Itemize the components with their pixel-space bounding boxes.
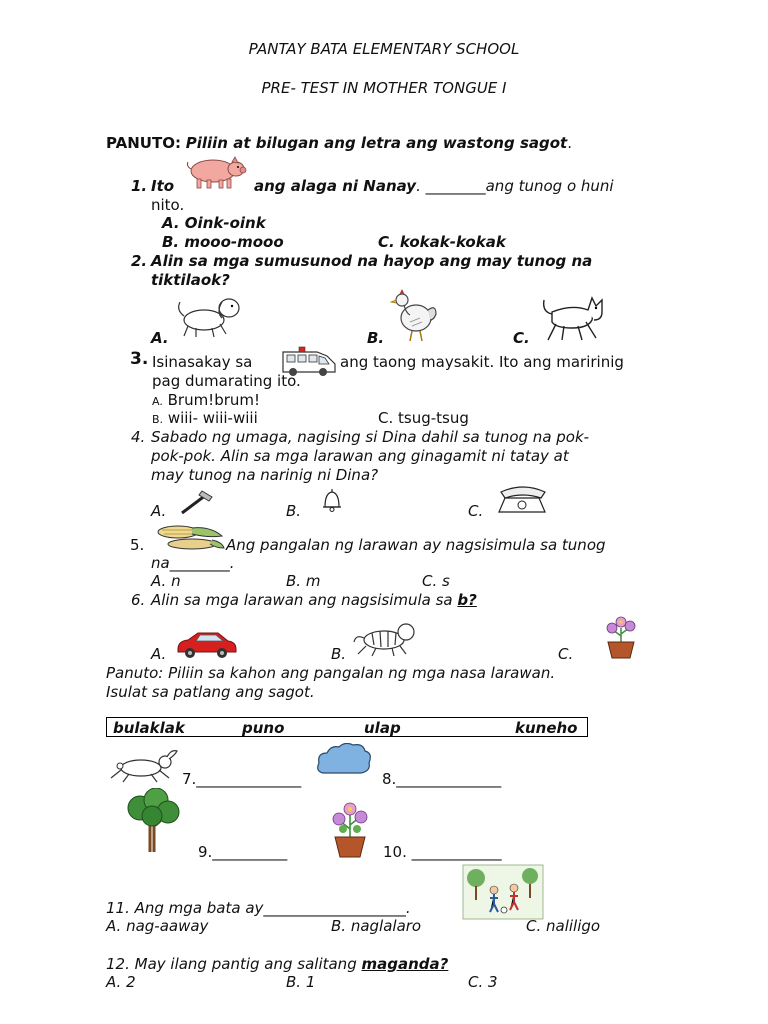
children-playing-image — [462, 864, 544, 920]
q2-option-b: B. — [367, 329, 385, 347]
q3-pre: Isinasakay sa — [152, 353, 253, 371]
q6-number: 6. — [131, 591, 146, 609]
q6-text: Alin sa mga larawan ang nagsisimula sa — [151, 591, 453, 609]
q11-text: 11. Ang mga bata ay___________________. — [106, 899, 411, 917]
q8-blank: 8.______________ — [382, 770, 502, 788]
q11-option-a: A. nag-aaway — [106, 917, 209, 935]
q3-line2: pag dumarating ito. — [152, 372, 301, 390]
q1-number: 1. — [131, 177, 148, 195]
q3-option-c: C. tsug-tsug — [378, 409, 469, 427]
q1-option-b: B. mooo-mooo — [162, 233, 284, 251]
bell-image — [320, 487, 344, 513]
q5-option-c: C. s — [422, 572, 450, 590]
directions-label: PANUTO: — [106, 134, 181, 152]
q3-option-b — [152, 409, 258, 429]
q7-blank: 7.______________ — [182, 770, 302, 788]
word-kuneho: kuneho — [515, 719, 578, 737]
word-bulaklak: bulaklak — [113, 719, 185, 737]
test-title: PRE- TEST IN MOTHER TONGUE I — [261, 79, 507, 97]
q2-line2: tiktilaok? — [151, 271, 230, 289]
q4-line3: may tunog na narinig ni Dina? — [151, 466, 379, 484]
directions-1 — [106, 134, 572, 152]
q12-key-word: maganda? — [361, 955, 449, 973]
directions-text: Piliin at bilugan ang letra ang wastong sagot — [185, 134, 568, 152]
q6-line — [151, 591, 477, 609]
q1-line1 — [254, 177, 614, 195]
q3-post: ang taong maysakit. Ito ang maririnig — [340, 353, 624, 371]
word-puno: puno — [242, 719, 285, 737]
word-ulap: ulap — [364, 719, 401, 737]
q3-option-b-text: wiii- wiii-wiii — [167, 409, 258, 427]
q6-option-b: B. — [331, 645, 347, 663]
directions-end: . — [567, 134, 572, 152]
q6-key-letter: b? — [457, 591, 477, 609]
q12-option-a: A. 2 — [106, 973, 136, 991]
q5-line2: na________. — [151, 554, 235, 572]
tree-image — [122, 788, 184, 854]
q5-number: 5. — [130, 536, 145, 554]
tiger-image — [352, 618, 418, 658]
q4-option-c: C. — [468, 502, 484, 520]
q12-line — [106, 955, 448, 973]
q2-option-a: A. — [151, 329, 169, 347]
q2-line1: Alin sa mga sumusunod na hayop ang may tunog na — [151, 252, 593, 270]
cat-image — [538, 290, 610, 344]
q1-text: ang alaga ni Nanay — [254, 177, 417, 195]
q1-option-a: A. Oink-oink — [162, 214, 266, 232]
q4-line2: pok-pok. Alin sa mga larawan ang ginagamit ni tatay at — [151, 447, 569, 465]
q12-option-b: B. 1 — [286, 973, 316, 991]
chicken-image — [388, 288, 440, 344]
q5-text: Ang pangalan ng larawan ay nagsisimula sa tunog — [226, 536, 606, 554]
telephone-image — [497, 484, 549, 516]
flower-pot-image-q6 — [596, 612, 646, 660]
q4-option-a: A. — [151, 502, 167, 520]
q6-option-a: A. — [151, 645, 167, 663]
directions-2-line1: Panuto: Piliin sa kahon ang pangalan ng mga nasa larawan. — [106, 664, 556, 682]
hammer-image — [178, 489, 218, 517]
q5-option-b: B. m — [286, 572, 321, 590]
car-image — [174, 629, 238, 659]
q1-rest: . ________ang tunog o huni — [416, 177, 614, 195]
cloud-image — [315, 743, 371, 779]
q10-blank: 10. ____________ — [383, 843, 502, 861]
corn-image — [152, 520, 226, 552]
q3-option-a-letter: A. — [152, 395, 163, 408]
q4-number: 4. — [131, 428, 146, 446]
q9-blank: 9.__________ — [198, 843, 288, 861]
q4-line1: Sabado ng umaga, nagising si Dina dahil sa tunog na pok- — [151, 428, 590, 446]
q3-option-a — [152, 391, 260, 411]
q6-option-c: C. — [558, 645, 574, 663]
school-name: PANTAY BATA ELEMENTARY SCHOOL — [248, 40, 520, 58]
flower-pot-image-q10 — [323, 797, 377, 859]
q1-line2: nito. — [151, 196, 185, 214]
q2-option-c: C. — [513, 329, 530, 347]
q1-word1: Ito — [151, 177, 175, 195]
q12-text: 12. May ilang pantig ang salitang — [106, 955, 357, 973]
pig-image — [183, 154, 247, 190]
rabbit-image — [107, 748, 181, 784]
q1-option-c: C. kokak-kokak — [378, 233, 506, 251]
q5-option-a: A. n — [151, 572, 181, 590]
q3-option-a-text: Brum!brum! — [167, 391, 261, 409]
q12-option-c: C. 3 — [468, 973, 498, 991]
q2-number: 2. — [131, 252, 148, 270]
q11-option-b: B. naglalaro — [331, 917, 422, 935]
q3-number: 3. — [130, 349, 149, 369]
q4-option-b: B. — [286, 502, 302, 520]
directions-2-line2: Isulat sa patlang ang sagot. — [106, 683, 315, 701]
q3-option-b-letter: B. — [152, 413, 164, 426]
dog-image — [174, 290, 244, 340]
q11-option-c: C. naliligo — [526, 917, 601, 935]
